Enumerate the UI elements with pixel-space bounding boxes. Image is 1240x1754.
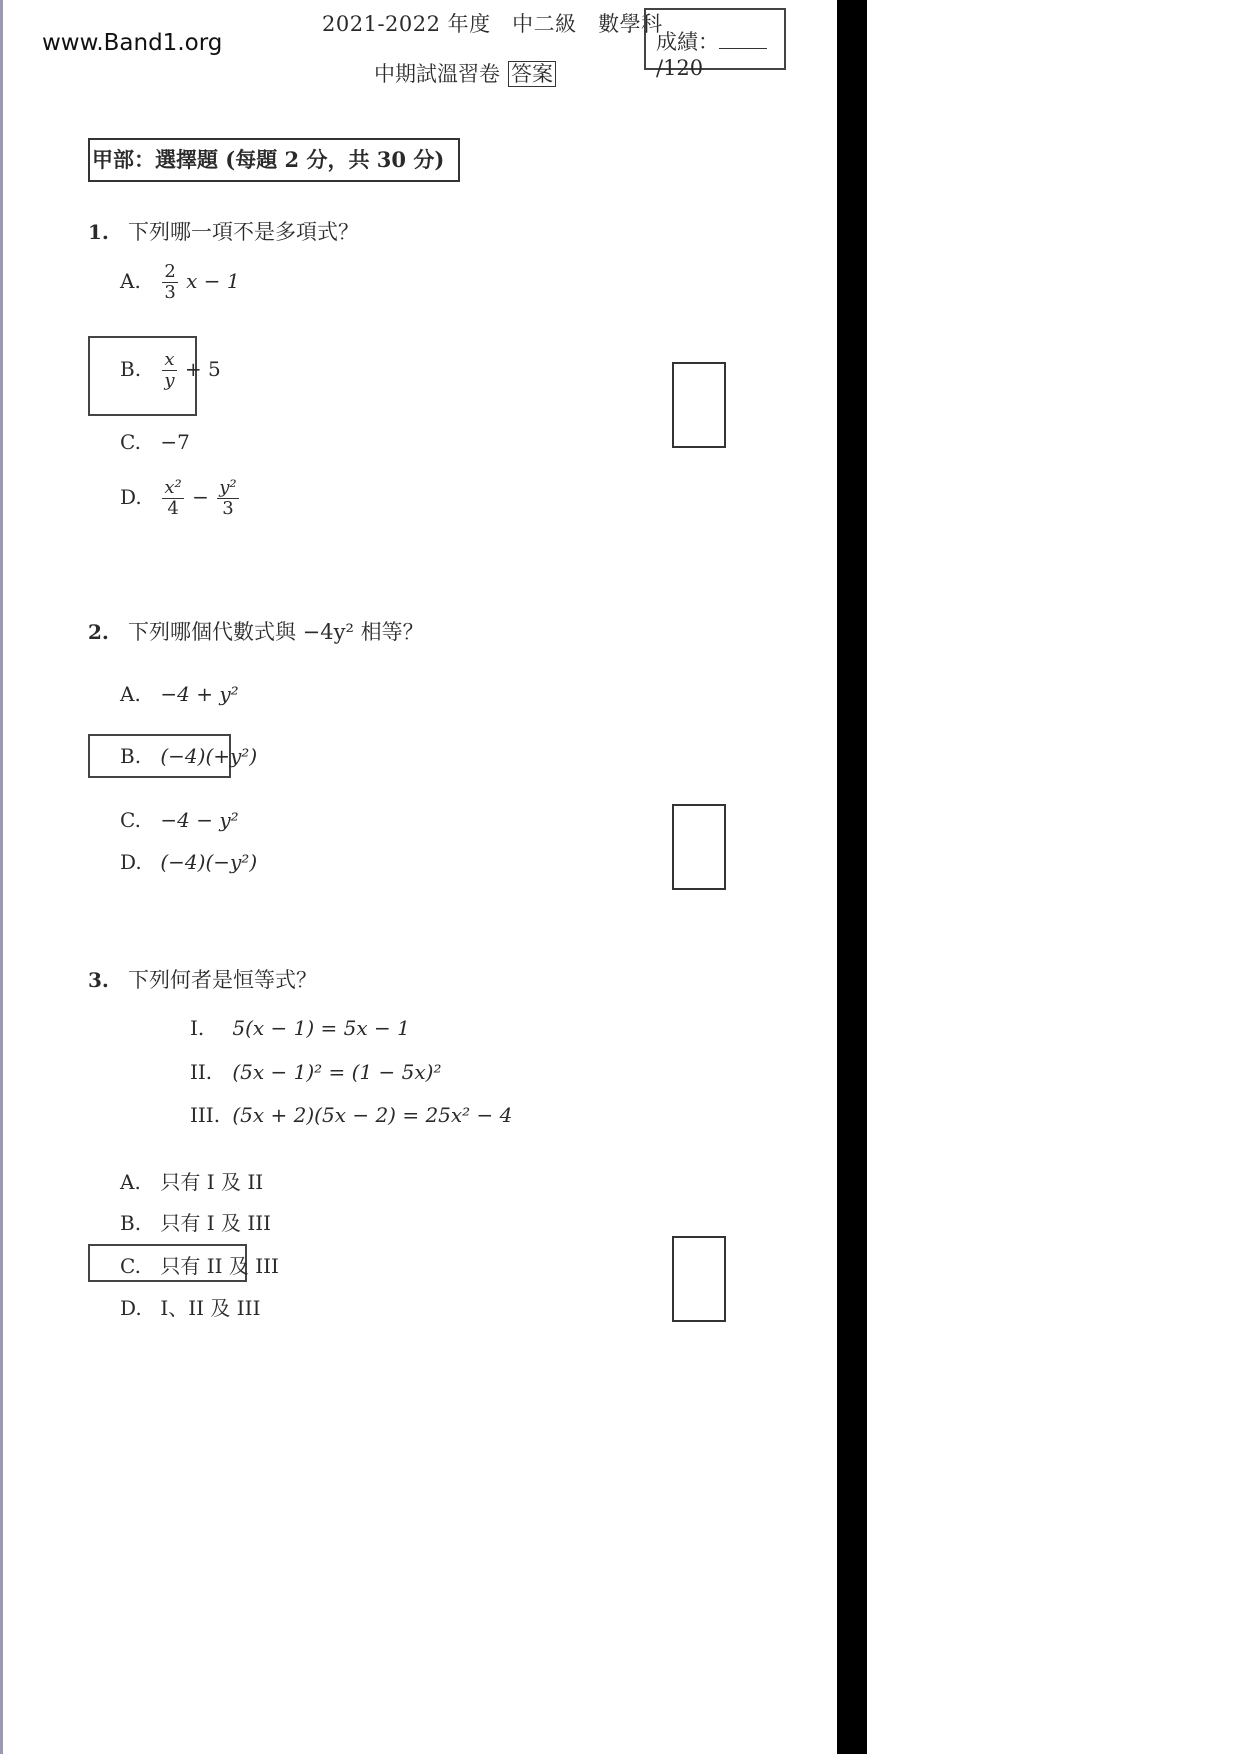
q1-option-d [120,478,241,519]
statement-label: III. [190,1103,221,1127]
q3-option-d [120,1292,260,1321]
question-text: 下列哪一項不是多項式？ [127,220,359,244]
option-expression: −4 − y² [160,808,239,832]
header-paper-title [374,58,556,88]
question-3 [88,964,317,994]
site-url: www.Band1.org [42,30,223,56]
q3-option-a [120,1166,263,1195]
q3-statement-i [190,1016,410,1040]
q3-answer-box[interactable] [672,1236,726,1322]
option-label: B. [120,1211,142,1235]
score-blank[interactable] [719,30,767,49]
option-expression: −7 [160,430,190,454]
option-label: A. [120,268,141,293]
fraction [162,478,183,519]
option-text: 只有 I 及 III [160,1211,272,1235]
option-label: C. [120,430,141,454]
black-side-bar [837,0,867,1754]
denominator: 4 [167,497,179,519]
score-total: /120 [656,56,704,80]
numerator: 2 [164,261,176,282]
option-label: D. [120,484,142,509]
score-label: 成績： [656,30,719,54]
option-expression: (−4)(+y²) [160,744,258,768]
section-title: 甲部：選擇題 (每題 2 分，共 30 分) [88,138,460,182]
question-number: 3. [88,968,109,992]
question-1 [88,216,359,246]
statement-text: (5x + 2)(5x − 2) = 25x² − 4 [232,1103,513,1127]
numerator: x [164,349,175,370]
option-expression: −4 + y² [160,682,239,706]
score-box [644,8,786,80]
question-number: 2. [88,620,109,644]
denominator: 3 [222,497,234,519]
q3-statement-iii [190,1103,512,1127]
option-label: B. [120,744,142,768]
q1-answer-box[interactable] [672,362,726,448]
option-text: 只有 I 及 II [160,1170,264,1194]
statement-text: 5(x − 1) = 5x − 1 [232,1016,410,1040]
header-year-grade-subject: 2021-2022 年度 中二級 數學科 [322,12,663,36]
q2-answer-box[interactable] [672,804,726,890]
fraction [162,262,177,303]
option-label: C. [120,1254,141,1278]
minus-sign: − [192,484,209,509]
option-expression: (−4)(−y²) [160,850,258,874]
option-label: A. [120,682,141,706]
q3-option-c [120,1250,279,1279]
numerator: x² [164,477,182,498]
question-text: 下列哪個代數式與 −4y² 相等？ [127,620,424,644]
question-number: 1. [88,220,109,244]
option-label: C. [120,808,141,832]
statement-label: I. [190,1016,205,1040]
q2-option-b [120,744,257,768]
paper-title: 中期試溫習卷 [374,62,500,86]
q3-statement-ii [190,1060,441,1084]
fraction [162,350,176,391]
option-label: D. [120,1296,142,1320]
q2-option-c [120,808,239,832]
option-label: B. [120,356,142,381]
statement-text: (5x − 1)² = (1 − 5x)² [232,1060,442,1084]
statement-label: II. [190,1060,213,1084]
q1-option-c [120,430,190,454]
q2-option-d [120,850,257,874]
denominator: 3 [164,281,176,303]
option-expression: x − 1 [186,268,240,293]
q2-option-a [120,682,239,706]
option-text: I、II 及 III [160,1296,261,1320]
option-label: A. [120,1170,141,1194]
option-text: 只有 II 及 III [160,1254,279,1278]
q1-option-b [120,350,221,391]
left-page-edge [0,0,3,1754]
answer-tag: 答案 [508,61,556,87]
numerator: y² [219,477,237,498]
option-expression: + 5 [184,356,221,381]
fraction [217,478,238,519]
denominator: y [164,369,175,391]
question-2 [88,616,424,646]
q3-option-b [120,1207,271,1236]
q1-option-a [120,262,240,303]
question-text: 下列何者是恒等式？ [127,968,317,992]
option-label: D. [120,850,142,874]
